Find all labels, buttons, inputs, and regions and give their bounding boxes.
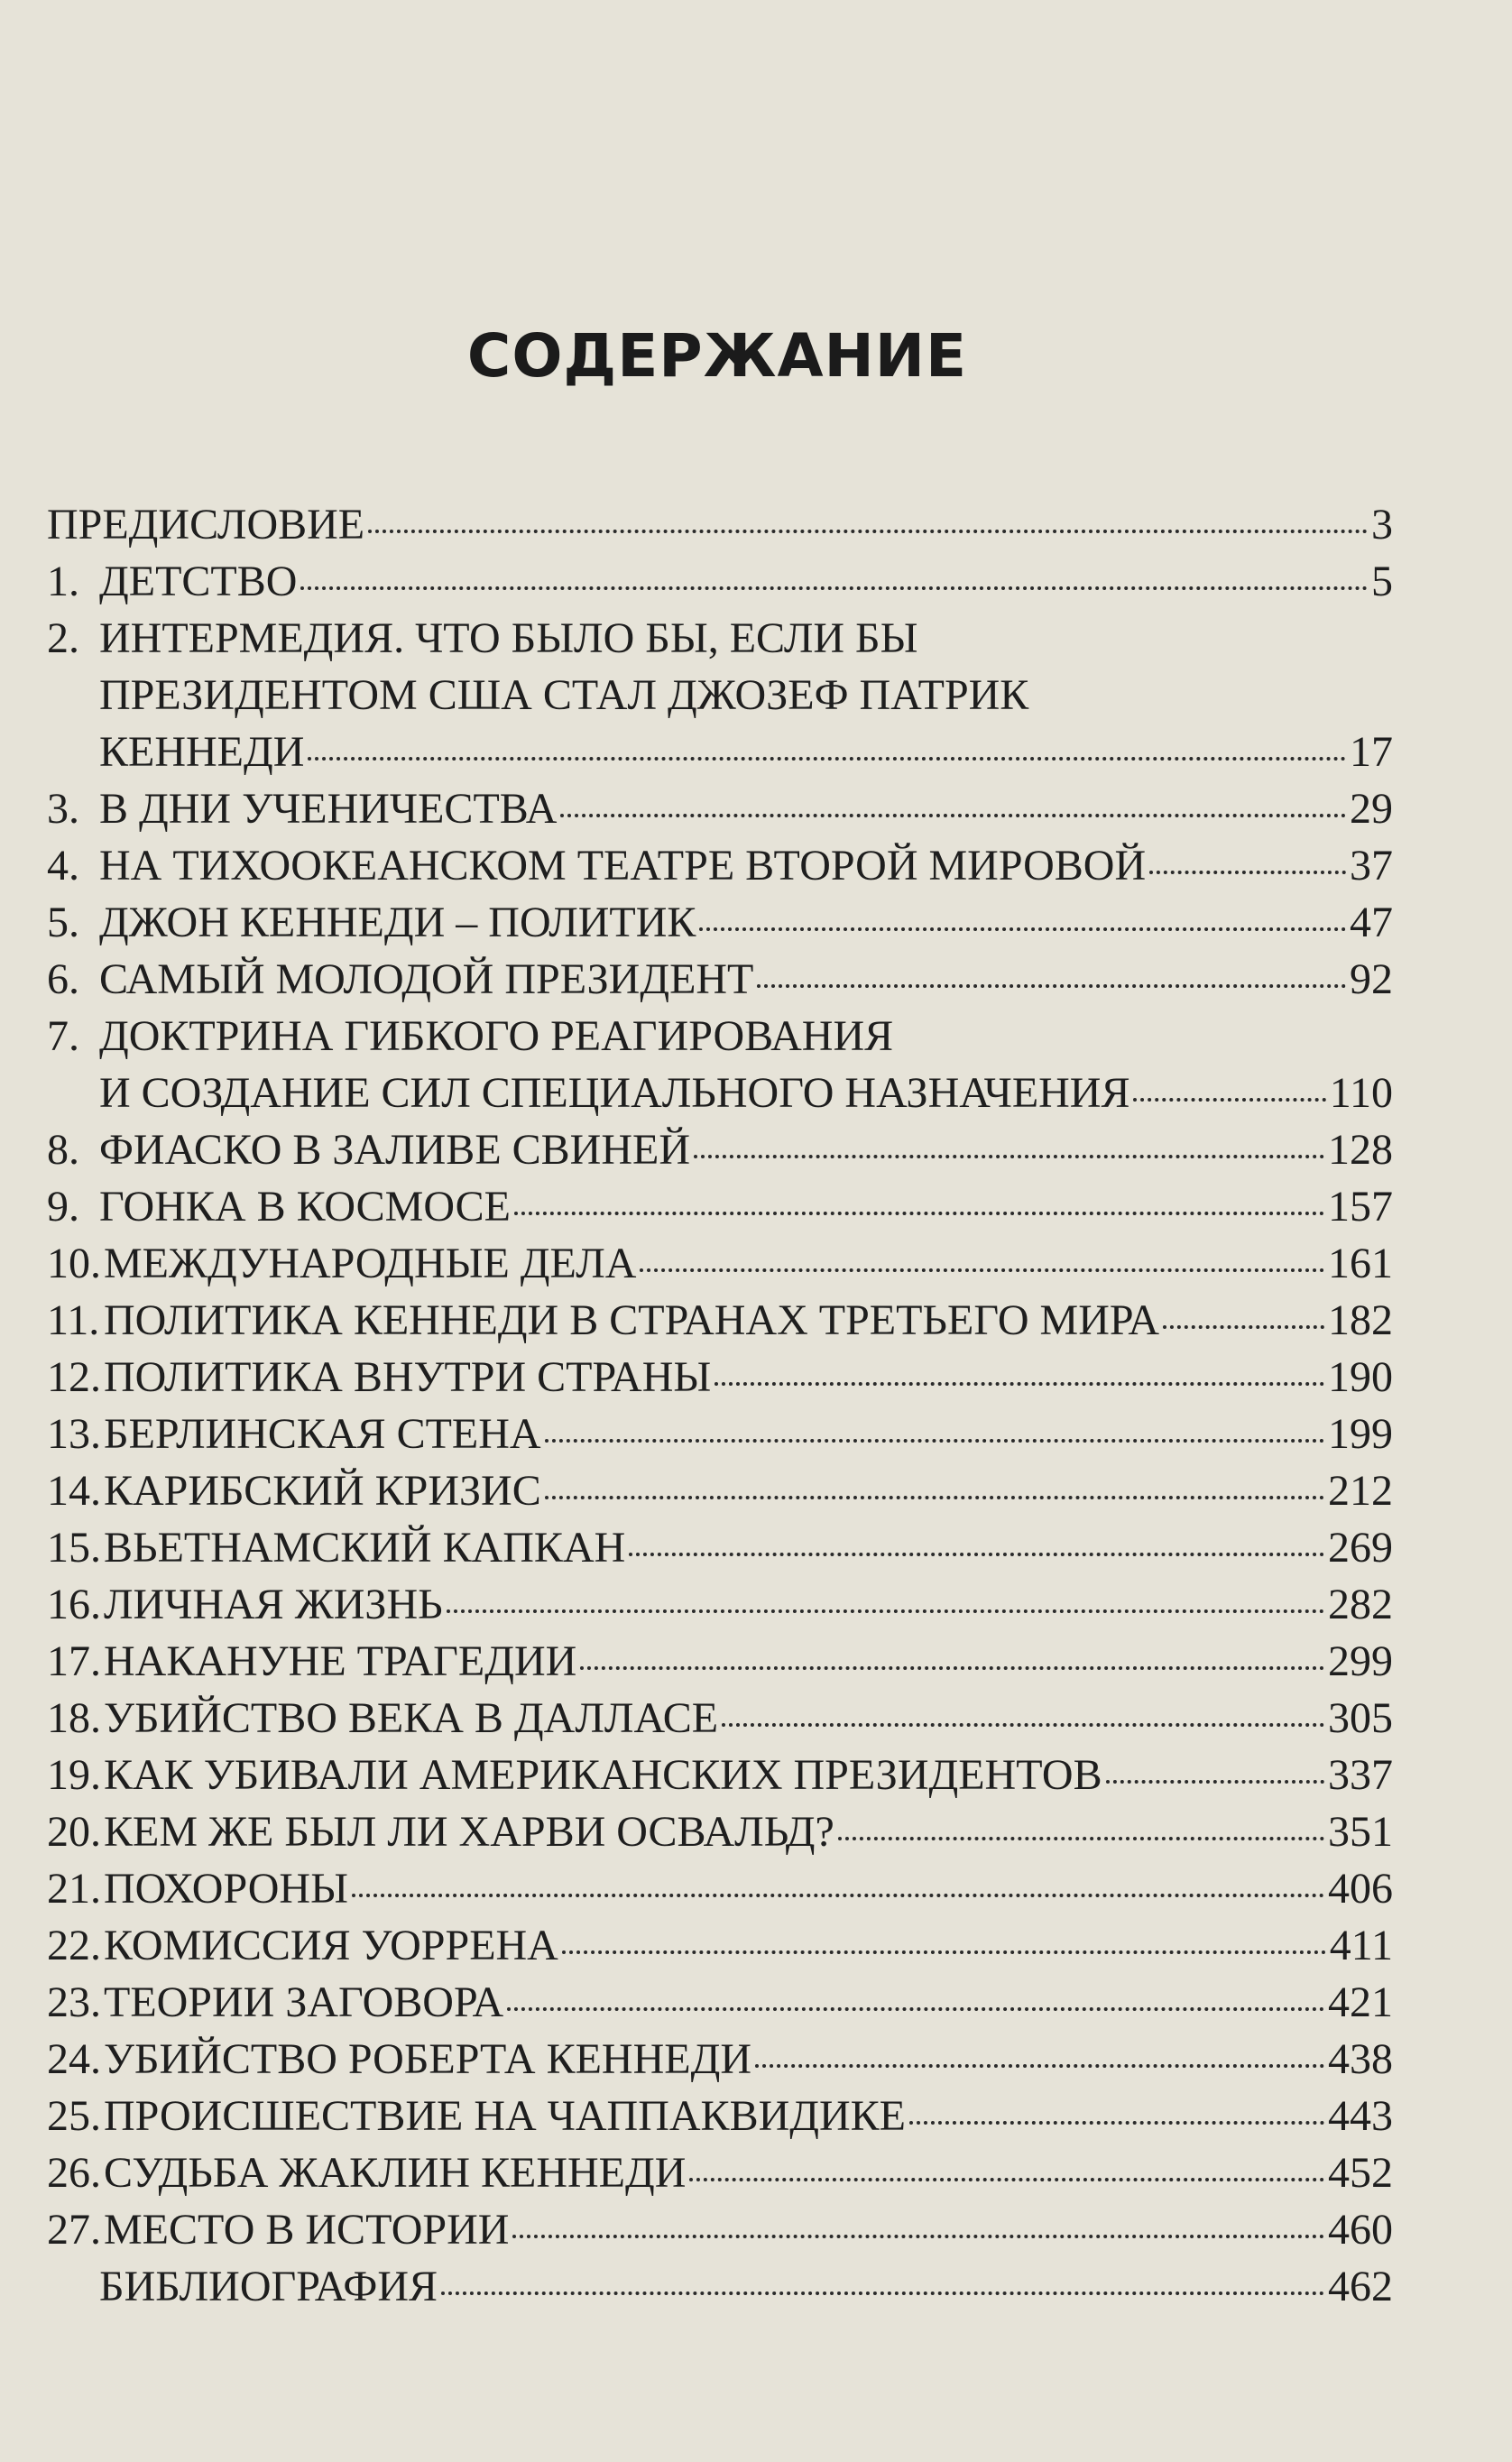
toc-entry-title: ВЬЕТНАМСКИЙ КАПКАН: [104, 1524, 626, 1572]
toc-entry-title: ЛИЧНАЯ ЖИЗНЬ: [104, 1581, 443, 1628]
toc-page-number: 462: [1328, 2263, 1393, 2310]
dot-leader: [699, 927, 1346, 931]
toc-entry-number: 25.: [47, 2092, 101, 2140]
toc-entry-number: 3.: [47, 785, 79, 833]
toc-entry-number: 18.: [47, 1694, 101, 1742]
dot-leader: [562, 1950, 1326, 1954]
toc-entry: [47, 553, 1393, 610]
toc-page-number: 443: [1328, 2092, 1393, 2140]
toc-entry: [47, 496, 1393, 553]
toc-entry-number: 11.: [47, 1296, 100, 1344]
toc-entry-title: ИНТЕРМЕДИЯ. ЧТО БЫЛО БЫ, ЕСЛИ БЫ: [99, 614, 918, 662]
toc-entry-title: ПОХОРОНЫ: [104, 1865, 348, 1913]
toc-entry: [47, 1690, 1393, 1747]
toc-page-number: 5: [1371, 558, 1393, 605]
table-of-contents: [47, 496, 1393, 2315]
toc-entry: [47, 1633, 1393, 1690]
toc-page-number: 110: [1329, 1069, 1393, 1117]
toc-page-number: 299: [1328, 1637, 1393, 1685]
toc-entry: [47, 1917, 1393, 1974]
dot-leader: [1163, 1325, 1324, 1329]
toc-entry-number: 22.: [47, 1922, 101, 1969]
toc-entry: [47, 1178, 1393, 1235]
toc-entry-title: КАРИБСКИЙ КРИЗИС: [104, 1467, 541, 1515]
toc-page-number: 37: [1350, 842, 1393, 890]
toc-page-number: 337: [1328, 1751, 1393, 1799]
toc-entry-title: СУДЬБА ЖАКЛИН КЕННЕДИ: [104, 2149, 687, 2197]
toc-entry: [47, 1235, 1393, 1292]
toc-entry: [47, 2031, 1393, 2088]
toc-entry-title: МЕЖДУНАРОДНЫЕ ДЕЛА: [104, 1240, 637, 1287]
dot-leader: [352, 1894, 1324, 1897]
toc-page-number: 29: [1350, 785, 1393, 833]
toc-entry-title: НАКАНУНЕ ТРАГЕДИИ: [104, 1637, 577, 1685]
page-title: СОДЕРЖАНИЕ: [466, 321, 968, 391]
toc-entry: [47, 1519, 1393, 1576]
toc-entry-title: ПОЛИТИКА КЕННЕДИ В СТРАНАХ ТРЕТЬЕГО МИРА: [104, 1296, 1160, 1344]
toc-entry-title: КЕМ ЖЕ БЫЛ ЛИ ХАРВИ ОСВАЛЬД?: [104, 1808, 834, 1856]
dot-leader: [757, 984, 1346, 988]
toc-entry-number: 1.: [47, 558, 79, 605]
toc-entry-number: 15.: [47, 1524, 101, 1572]
toc-entry: [47, 780, 1393, 837]
toc-entry: [47, 1292, 1393, 1349]
dot-leader: [715, 1382, 1324, 1386]
dot-leader: [560, 814, 1346, 817]
dot-leader: [1149, 871, 1346, 874]
dot-leader: [545, 1496, 1324, 1499]
toc-entry-number: 27.: [47, 2206, 101, 2254]
toc-entry-number: 7.: [47, 1012, 79, 1060]
dot-leader: [640, 1268, 1324, 1272]
dot-leader: [308, 757, 1346, 761]
toc-page-number: 47: [1350, 899, 1393, 946]
toc-page-number: 190: [1328, 1353, 1393, 1401]
toc-entry-number: 9.: [47, 1183, 79, 1231]
toc-entry-title: ПОЛИТИКА ВНУТРИ СТРАНЫ: [104, 1353, 712, 1401]
toc-entry-title: БЕРЛИНСКАЯ СТЕНА: [104, 1410, 541, 1458]
toc-entry-title: ФИАСКО В ЗАЛИВЕ СВИНЕЙ: [99, 1126, 690, 1174]
dot-leader: [722, 1723, 1324, 1727]
toc-page-number: 269: [1328, 1524, 1393, 1572]
toc-entry: [47, 1406, 1393, 1462]
toc-entry: [47, 1065, 1393, 1121]
toc-entry-title: КОМИССИЯ УОРРЕНА: [104, 1922, 558, 1969]
toc-page-number: 351: [1328, 1808, 1393, 1856]
dot-leader: [300, 586, 1368, 590]
toc-page-number: 452: [1328, 2149, 1393, 2197]
toc-entry: [47, 1576, 1393, 1633]
toc-entry-title: САМЫЙ МОЛОДОЙ ПРЕЗИДЕНТ: [99, 955, 754, 1003]
toc-entry-number: 13.: [47, 1410, 101, 1458]
toc-entry-title: ПРЕЗИДЕНТОМ США СТАЛ ДЖОЗЕФ ПАТРИК: [99, 671, 1029, 719]
toc-entry-number: 19.: [47, 1751, 101, 1799]
toc-entry-title: В ДНИ УЧЕНИЧЕСТВА: [99, 785, 558, 833]
toc-entry: [47, 1974, 1393, 2031]
toc-page-number: 438: [1328, 2035, 1393, 2083]
toc-entry-number: 8.: [47, 1126, 79, 1174]
toc-entry-title: ТЕОРИИ ЗАГОВОРА: [104, 1978, 504, 2026]
toc-entry: [47, 1747, 1393, 1803]
toc-entry: [47, 1860, 1393, 1917]
toc-entry-number: 26.: [47, 2149, 101, 2197]
toc-page-number: 161: [1328, 1240, 1393, 1287]
toc-page-number: 421: [1328, 1978, 1393, 2026]
toc-page-number: 411: [1329, 1922, 1393, 1969]
toc-entry: [47, 1349, 1393, 1406]
toc-entry-title: УБИЙСТВО РОБЕРТА КЕННЕДИ: [104, 2035, 751, 2083]
toc-entry: [47, 1462, 1393, 1519]
toc-page-number: 17: [1350, 728, 1393, 776]
toc-entry: [47, 894, 1393, 951]
toc-entry-title: ГОНКА В КОСМОСЕ: [99, 1183, 511, 1231]
toc-entry-line: [47, 1008, 1393, 1065]
toc-page-number: 92: [1350, 955, 1393, 1003]
dot-leader: [689, 2178, 1324, 2181]
dot-leader: [441, 2291, 1324, 2295]
toc-page-number: 157: [1328, 1183, 1393, 1231]
toc-entry-title: НА ТИХООКЕАНСКОМ ТЕАТРЕ ВТОРОЙ МИРОВОЙ: [99, 842, 1147, 890]
toc-entry-title: БИБЛИОГРАФИЯ: [99, 2263, 438, 2310]
toc-entry-number: 10.: [47, 1240, 101, 1287]
dot-leader: [512, 2235, 1324, 2238]
toc-entry-title: КАК УБИВАЛИ АМЕРИКАНСКИХ ПРЕЗИДЕНТОВ: [104, 1751, 1102, 1799]
toc-entry-number: 21.: [47, 1865, 101, 1913]
toc-page-number: 199: [1328, 1410, 1393, 1458]
dot-leader: [629, 1553, 1324, 1556]
toc-page-number: 460: [1328, 2206, 1393, 2254]
toc-page-number: 406: [1328, 1865, 1393, 1913]
toc-entry-title: ПРОИСШЕСТВИЕ НА ЧАППАКВИДИКЕ: [104, 2092, 906, 2140]
dot-leader: [1106, 1780, 1324, 1784]
toc-entry-number: 14.: [47, 1467, 101, 1515]
dot-leader: [1133, 1098, 1325, 1102]
toc-page-number: 182: [1328, 1296, 1393, 1344]
dot-leader: [909, 2121, 1324, 2125]
toc-entry: [47, 2201, 1393, 2258]
toc-entry: [47, 2258, 1393, 2315]
toc-entry-number: 20.: [47, 1808, 101, 1856]
dot-leader: [580, 1666, 1324, 1670]
toc-entry: [47, 2088, 1393, 2144]
toc-page-number: 3: [1371, 501, 1393, 549]
toc-entry-number: 6.: [47, 955, 79, 1003]
dot-leader: [514, 1212, 1324, 1215]
dot-leader: [694, 1155, 1324, 1158]
toc-entry-title: ДЖОН КЕННЕДИ – ПОЛИТИК: [99, 899, 696, 946]
toc-entry-number: 5.: [47, 899, 79, 946]
toc-entry: [47, 951, 1393, 1008]
toc-page-number: 282: [1328, 1581, 1393, 1628]
toc-entry-line: [47, 667, 1393, 724]
toc-entry-number: 16.: [47, 1581, 101, 1628]
toc-entry: [47, 2144, 1393, 2201]
toc-entry-number: 12.: [47, 1353, 101, 1401]
toc-entry-number: 24.: [47, 2035, 101, 2083]
toc-entry-number: 23.: [47, 1978, 101, 2026]
toc-entry-number: 4.: [47, 842, 79, 890]
toc-entry-title: КЕННЕДИ: [99, 728, 305, 776]
toc-entry-title: ДОКТРИНА ГИБКОГО РЕАГИРОВАНИЯ: [99, 1012, 894, 1060]
toc-entry-title: УБИЙСТВО ВЕКА В ДАЛЛАСЕ: [104, 1694, 719, 1742]
toc-entry-title: И СОЗДАНИЕ СИЛ СПЕЦИАЛЬНОГО НАЗНАЧЕНИЯ: [99, 1069, 1130, 1117]
dot-leader: [507, 2007, 1324, 2011]
toc-page-number: 305: [1328, 1694, 1393, 1742]
toc-entry: [47, 1803, 1393, 1860]
dot-leader: [545, 1439, 1324, 1443]
toc-entry-title: МЕСТО В ИСТОРИИ: [104, 2206, 510, 2254]
toc-page-number: 212: [1328, 1467, 1393, 1515]
dot-leader: [755, 2064, 1324, 2068]
toc-entry-number: 2.: [47, 614, 79, 662]
toc-entry-title: ДЕТСТВО: [99, 558, 298, 605]
toc-entry: [47, 1121, 1393, 1178]
dot-leader: [368, 530, 1368, 533]
dot-leader: [447, 1609, 1324, 1613]
toc-page-number: 128: [1328, 1126, 1393, 1174]
toc-entry-number: 17.: [47, 1637, 101, 1685]
toc-entry: [47, 724, 1393, 780]
toc-entry-line: [47, 610, 1393, 667]
toc-entry: [47, 837, 1393, 894]
toc-entry-title: ПРЕДИСЛОВИЕ: [47, 501, 365, 549]
dot-leader: [838, 1837, 1324, 1840]
